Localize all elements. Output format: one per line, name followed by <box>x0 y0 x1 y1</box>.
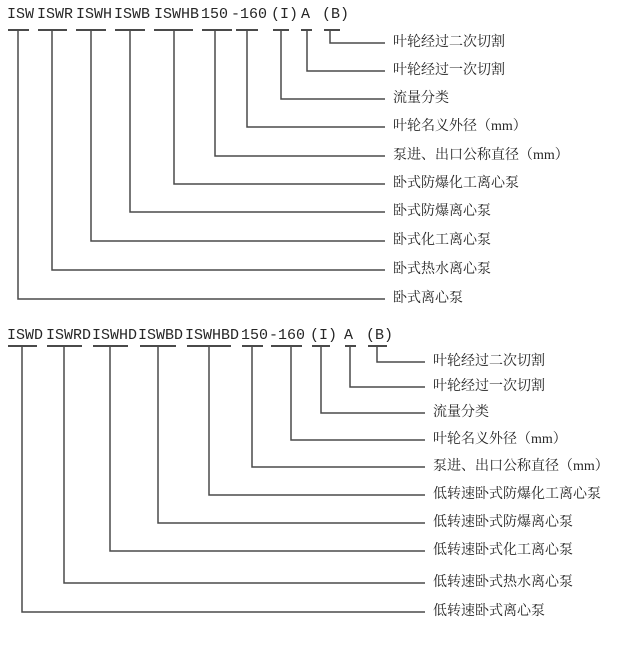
bottom-label-port-diameter: 泵进、出口公称直径（mm） <box>433 459 609 474</box>
top-code-a: A <box>301 6 311 23</box>
top-code-160: -160 <box>231 6 268 23</box>
top-label-flow-class: 流量分类 <box>393 91 449 106</box>
top-code-iswh: ISWH <box>76 6 113 23</box>
bottom-code-a: A <box>344 327 354 344</box>
bottom-label-hot-water-pump: 低转速卧式热水离心泵 <box>433 575 573 590</box>
bottom-code-flow-i: (I) <box>310 327 338 344</box>
bottom-label-second-cut: 叶轮经过二次切割 <box>433 354 545 369</box>
top-label-first-cut: 叶轮经过一次切割 <box>393 63 505 78</box>
bottom-label-exproof-pump: 低转速卧式防爆离心泵 <box>433 515 573 530</box>
bottom-code-iswd: ISWD <box>7 327 44 344</box>
bottom-code-160: -160 <box>269 327 306 344</box>
bottom-code-150: 150 <box>241 327 269 344</box>
top-label-chemical-pump: 卧式化工离心泵 <box>393 233 491 248</box>
top-label-second-cut: 叶轮经过二次切割 <box>393 35 505 50</box>
bottom-connector-elbows <box>22 346 425 612</box>
bottom-label-horizontal-pump: 低转速卧式离心泵 <box>433 604 545 619</box>
top-label-port-diameter: 泵进、出口公称直径（mm） <box>393 148 569 163</box>
bottom-code-iswbd: ISWBD <box>138 327 184 344</box>
top-code-b: (B) <box>322 6 350 23</box>
bottom-code-iswhbd: ISWHBD <box>185 327 240 344</box>
bottom-code-iswhd: ISWHD <box>92 327 138 344</box>
top-code-150: 150 <box>201 6 229 23</box>
top-label-horizontal-pump: 卧式离心泵 <box>393 291 463 306</box>
bottom-code-iswrd: ISWRD <box>46 327 92 344</box>
top-code-iswb: ISWB <box>114 6 151 23</box>
bottom-label-impeller-diameter: 叶轮名义外径（mm） <box>433 432 567 447</box>
top-connector-elbows <box>18 30 385 299</box>
top-code-iswhb: ISWHB <box>154 6 200 23</box>
bottom-label-flow-class: 流量分类 <box>433 405 489 420</box>
bottom-label-exproof-chemical-pump: 低转速卧式防爆化工离心泵 <box>433 487 601 502</box>
bottom-code-b: (B) <box>366 327 394 344</box>
top-code-isw: ISW <box>7 6 35 23</box>
top-label-exproof-pump: 卧式防爆离心泵 <box>393 204 491 219</box>
bottom-label-first-cut: 叶轮经过一次切割 <box>433 379 545 394</box>
top-label-exproof-chemical-pump: 卧式防爆化工离心泵 <box>393 176 519 191</box>
top-code-flow-i: (I) <box>271 6 299 23</box>
top-label-impeller-diameter: 叶轮名义外径（mm） <box>393 119 527 134</box>
top-code-iswr: ISWR <box>37 6 74 23</box>
bottom-label-chemical-pump: 低转速卧式化工离心泵 <box>433 543 573 558</box>
top-label-hot-water-pump: 卧式热水离心泵 <box>393 262 491 277</box>
